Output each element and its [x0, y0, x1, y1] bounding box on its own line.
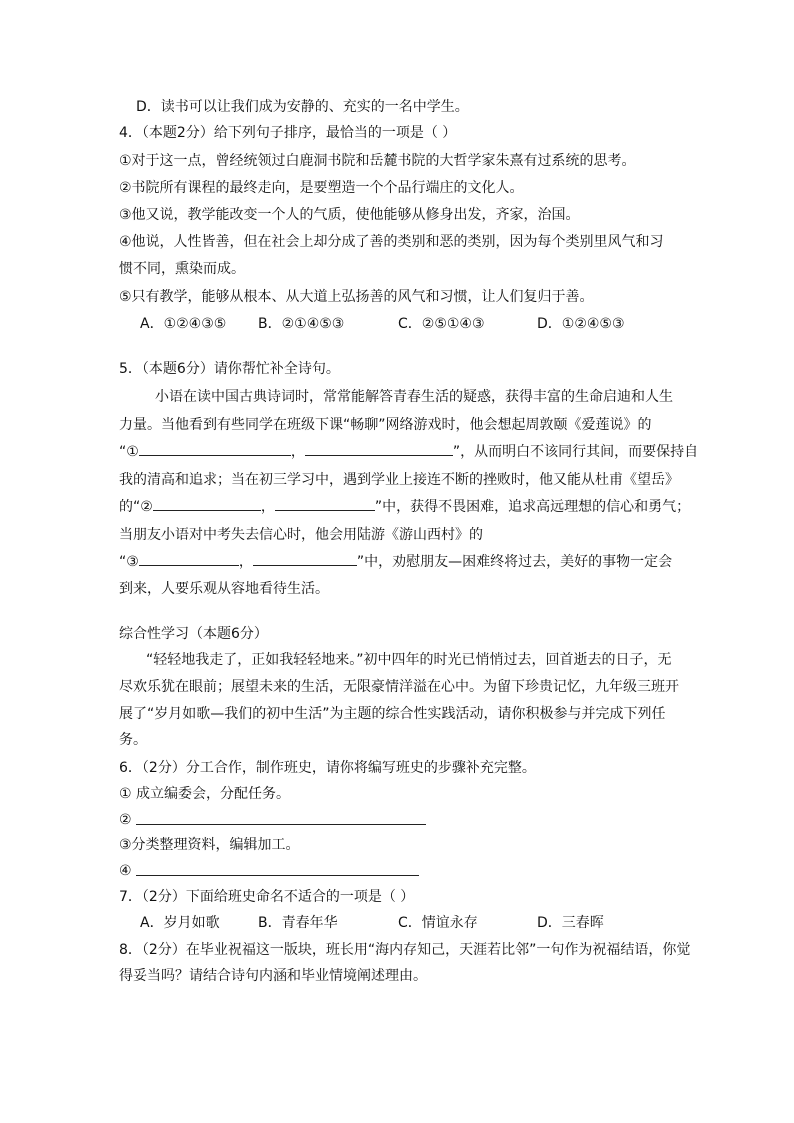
q4-sentence-1: ①对于这一点，曾经统领过白鹿洞书院和岳麓书院的大哲学家朱熹有过系统的思考。 [119, 153, 636, 169]
q5-line-7-tail: ”中，劝慰朋友—困难终将过去，美好的事物一定会 [356, 554, 673, 570]
section-para-4: 务。 [119, 732, 147, 748]
q5-para-2: 力量。当他看到有些同学在班级下课“畅聊”网络游戏时，他会想起周敦颐《爱莲说》的 [119, 417, 652, 433]
q5-blank-1b[interactable] [305, 443, 453, 456]
q5-line-blank-3 [119, 553, 672, 571]
q4-sentence-4a: ④他说，人性皆善，但在社会上却分成了善的类别和恶的类别，因为每个类别里风气和习 [119, 234, 664, 250]
q6-step-4-label: ④ [119, 863, 132, 879]
q5-line-5-tail: ”中，获得不畏困难，追求高远理想的信心和勇气； [374, 499, 691, 515]
q4-stem: 4．（本题2分）给下列句子排序，最恰当的一项是（ ） [119, 125, 457, 141]
q6-stem: 6．（2分）分工合作，制作班史，请你将编写班史的步骤补充完整。 [119, 760, 536, 776]
q7-stem: 7．（2分）下面给班史命名不适合的一项是（ ） [119, 889, 415, 905]
q7-option-c: C．情谊永存 [398, 915, 478, 931]
q6-step-4-blank[interactable] [136, 874, 419, 876]
q5-blank-3a[interactable] [139, 553, 239, 566]
q6-step-1: ① 成立编委会，分配任务。 [119, 786, 291, 802]
q5-blank-3-label: “③ [119, 554, 139, 570]
q5-para-6: 当朋友小语对中考失去信心时，他会用陆游《游山西村》的 [119, 527, 483, 543]
q5-blank-3-comma: ， [238, 554, 253, 570]
q4-sentence-5: ⑤只有教学，能够从根本、从大道上弘扬善的风气和习惯，让人们复归于善。 [119, 289, 594, 305]
q5-line-blank-1 [119, 443, 698, 461]
q5-blank-1a[interactable] [139, 443, 291, 456]
section-para-1: “轻轻地我走了，正如我轻轻地来。”初中四年的时光已悄悄过去，回首逝去的日子，无 [146, 652, 672, 668]
q4-option-a: A．①②④③⑤ [140, 316, 227, 332]
q5-para-1: 小语在读中国古典诗词时，常常能解答青春生活的疑惑，获得丰富的生命启迪和人生 [155, 389, 673, 405]
q4-option-d: D．①②④⑤③ [537, 316, 625, 332]
q5-para-4: 我的清高和追求；当在初三学习中，遇到学业上接连不断的挫败时，他又能从杜甫《望岳》 [119, 472, 679, 488]
q5-blank-1-label: “① [119, 444, 139, 460]
q5-line-3-tail: ”，从而明白不该同行其间，而要保持自 [452, 444, 699, 460]
q4-sentence-4b: 惯不同，熏染而成。 [119, 261, 245, 277]
q4-sentence-3: ③他又说，教学能改变一个人的气质，使他能够从修身出发，齐家，治国。 [119, 207, 580, 223]
q6-step-3: ③分类整理资料，编辑加工。 [119, 837, 300, 853]
q4-sentence-2: ②书院所有课程的最终走向，是要塑造一个个品行端庄的文化人。 [119, 180, 524, 196]
q5-line-blank-2 [119, 498, 690, 516]
q5-blank-1-comma: ， [290, 444, 305, 460]
q7-option-a: A．岁月如歌 [140, 915, 220, 931]
section-title: 综合性学习（本题6分） [119, 626, 268, 642]
q5-blank-2b[interactable] [275, 498, 375, 511]
q5-para-8: 到来，人要乐观从容地看待生活。 [119, 581, 329, 597]
q8-line-1: 8．（2分）在毕业祝福这一版块，班长用“海内存知己，天涯若比邻”一句作为祝福结语，你觉 [119, 942, 691, 958]
q5-blank-3b[interactable] [253, 553, 357, 566]
q7-option-d: D．三春晖 [537, 915, 604, 931]
q4-option-b: B．②①④⑤③ [258, 316, 345, 332]
section-para-3: 展了“岁月如歌—我们的初中生活”为主题的综合性实践活动，请你积极参与并完成下列任 [119, 706, 666, 722]
q5-blank-2-comma: ， [260, 499, 275, 515]
q8-line-2: 得妥当吗？请结合诗句内涵和毕业情境阐述理由。 [119, 968, 427, 984]
q5-blank-2a[interactable] [153, 498, 261, 511]
q6-step-2-label: ② [119, 812, 132, 828]
q5-stem: 5．（本题6分）请你帮忙补全诗句。 [119, 361, 340, 377]
q4-option-c: C．②⑤①④③ [398, 316, 485, 332]
section-para-2: 尽欢乐犹在眼前；展望未来的生活，无限豪情洋溢在心中。为留下珍贵记忆，九年级三班开 [119, 679, 679, 695]
q7-option-b: B．青春年华 [258, 915, 338, 931]
q3-option-d: D．读书可以让我们成为安静的、充实的一名中学生。 [136, 99, 469, 115]
q6-step-2-blank[interactable] [136, 823, 426, 825]
q5-blank-2-label: 的“② [119, 499, 153, 515]
